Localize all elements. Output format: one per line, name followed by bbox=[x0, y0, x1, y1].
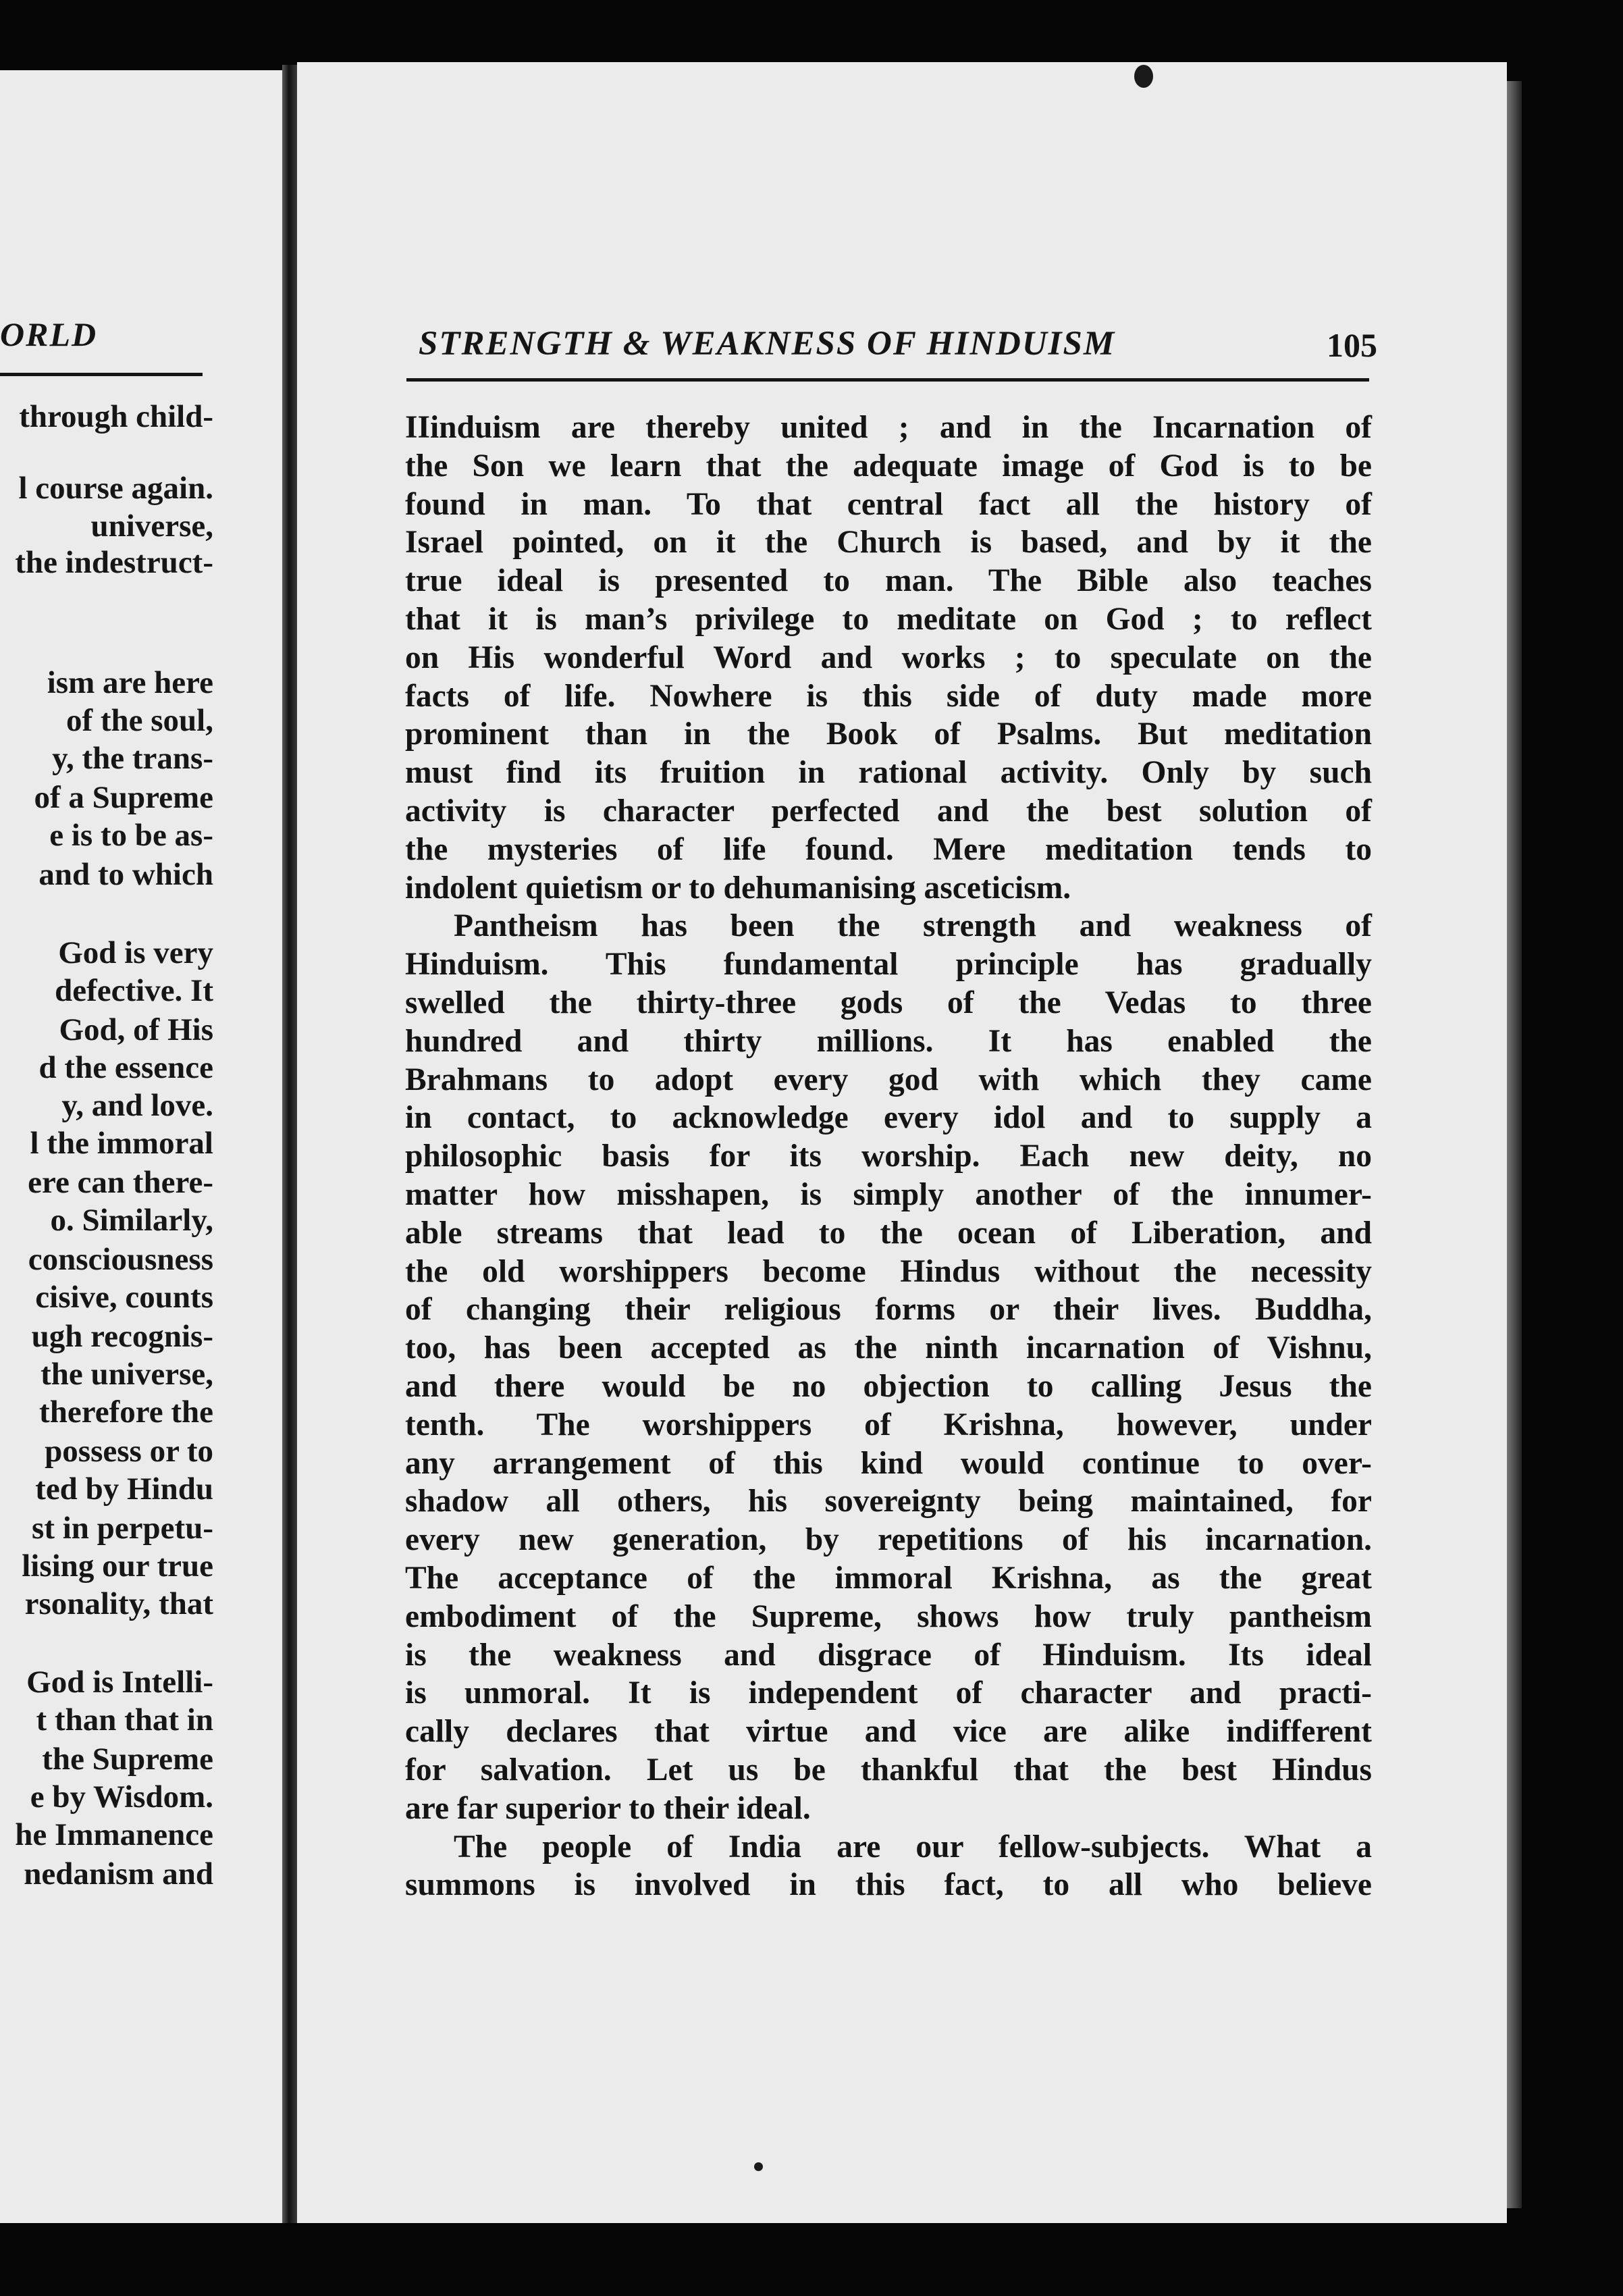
text-line: The people of India are our fellow-subjects. What a bbox=[454, 1829, 1372, 1864]
left-text-line: y, the trans- bbox=[52, 741, 213, 776]
ink-spot bbox=[1134, 65, 1153, 88]
left-text-line: universe, bbox=[90, 508, 213, 544]
text-line: swelled the thirty-three gods of the Vedas to three bbox=[405, 985, 1372, 1020]
text-line: tenth. The worshippers of Krishna, however, under bbox=[405, 1407, 1372, 1442]
text-line: that it is man’s privilege to meditate on God ; to reflect bbox=[405, 602, 1372, 637]
left-text-line: consciousness bbox=[28, 1242, 213, 1277]
left-text-line: o. Similarly, bbox=[50, 1203, 213, 1238]
left-text-line: of a Supreme bbox=[34, 780, 213, 815]
left-text-line: through child- bbox=[19, 399, 213, 434]
left-text-line: defective. It bbox=[55, 973, 213, 1008]
text-line: true ideal is presented to man. The Bible also teaches bbox=[405, 563, 1372, 598]
left-text-line: of the soul, bbox=[65, 703, 213, 738]
text-line: The acceptance of the immoral Krishna, as the great bbox=[405, 1561, 1372, 1596]
text-line: on His wonderful Word and works ; to speculate on the bbox=[405, 640, 1372, 675]
text-line: Pantheism has been the strength and weakness of bbox=[454, 908, 1372, 943]
left-text-line: God is very bbox=[58, 935, 213, 970]
book-gutter bbox=[282, 65, 297, 2223]
text-line: matter how misshapen, is simply another of the innumer- bbox=[405, 1177, 1372, 1212]
text-line: are far superior to their ideal. bbox=[405, 1791, 811, 1826]
left-text-line: rsonality, that bbox=[24, 1586, 213, 1621]
text-line: hundred and thirty millions. It has enabled the bbox=[405, 1024, 1372, 1059]
text-line: philosophic basis for its worship. Each new deity, no bbox=[405, 1139, 1372, 1174]
left-text-line: God, of His bbox=[59, 1012, 213, 1047]
text-line: any arrangement of this kind would continue to over- bbox=[405, 1446, 1372, 1481]
text-line: every new generation, by repetitions of his incarnation. bbox=[405, 1522, 1372, 1557]
text-line: of changing their religious forms or their lives. Buddha, bbox=[405, 1292, 1372, 1327]
page-number: 105 bbox=[1327, 326, 1377, 364]
left-text-line: y, and love. bbox=[61, 1088, 213, 1123]
right-page bbox=[297, 62, 1507, 2223]
left-text-line: ted by Hindu bbox=[35, 1471, 213, 1507]
text-line: for salvation. Let us be thankful that the best Hindus bbox=[405, 1752, 1372, 1788]
left-text-line: ism are here bbox=[47, 665, 213, 700]
left-text-line: t than that in bbox=[36, 1702, 213, 1738]
left-text-line: e is to be as- bbox=[49, 818, 213, 853]
left-text-line: the indestruct- bbox=[15, 545, 213, 580]
header-rule bbox=[406, 378, 1369, 382]
text-line: and there would be no objection to calling Jesus the bbox=[405, 1369, 1372, 1404]
left-page bbox=[0, 70, 282, 2223]
text-line: the old worshippers become Hindus without the necessity bbox=[405, 1254, 1372, 1289]
text-line: the Son we learn that the adequate image of God is to be bbox=[405, 448, 1372, 484]
left-running-head: ORLD bbox=[0, 315, 98, 353]
text-line: found in man. To that central fact all the history of bbox=[405, 487, 1372, 522]
left-text-line: possess or to bbox=[45, 1434, 213, 1469]
left-text-line: he Immanence bbox=[15, 1817, 213, 1852]
text-line: embodiment of the Supreme, shows how truly pantheism bbox=[405, 1599, 1372, 1634]
left-text-line: the Supreme bbox=[42, 1742, 213, 1777]
ink-spot bbox=[754, 2162, 763, 2171]
left-text-line: st in perpetu- bbox=[32, 1511, 213, 1546]
text-line: Hinduism. This fundamental principle has gradually bbox=[405, 947, 1372, 982]
text-line: activity is character perfected and the best solution of bbox=[405, 793, 1372, 829]
text-line: indolent quietism or to dehumanising asceticism. bbox=[405, 870, 1071, 906]
left-text-line: and to which bbox=[38, 857, 213, 892]
left-text-line: e by Wisdom. bbox=[30, 1779, 213, 1815]
text-line: too, has been accepted as the ninth incarnation of Vishnu, bbox=[405, 1330, 1372, 1365]
left-text-line: l course again. bbox=[18, 471, 213, 506]
text-line: Brahmans to adopt every god with which they came bbox=[405, 1062, 1372, 1097]
text-line: in contact, to acknowledge every idol and to supply a bbox=[405, 1100, 1372, 1135]
left-text-line: l the immoral bbox=[30, 1126, 213, 1161]
left-text-line: God is Intelli- bbox=[26, 1665, 213, 1700]
running-head-title: STRENGTH & WEAKNESS OF HINDUISM bbox=[419, 325, 1116, 363]
left-text-line: nedanism and bbox=[24, 1856, 213, 1891]
text-line: IIinduism are thereby united ; and in the Incarnation of bbox=[405, 410, 1372, 445]
running-head bbox=[419, 324, 1377, 371]
left-text-line: therefore the bbox=[39, 1394, 213, 1430]
left-text-line: ere can there- bbox=[28, 1165, 213, 1200]
left-text-line: lising our true bbox=[22, 1548, 213, 1584]
text-line: the mysteries of life found. Mere meditation tends to bbox=[405, 832, 1372, 867]
left-text-line: cisive, counts bbox=[35, 1280, 213, 1315]
text-line: is the weakness and disgrace of Hinduism. Its ideal bbox=[405, 1638, 1372, 1673]
text-line: Israel pointed, on it the Church is based, and by it the bbox=[405, 525, 1372, 560]
left-text-line: ugh recognis- bbox=[31, 1319, 213, 1354]
text-line: is unmoral. It is independent of character and practi- bbox=[405, 1675, 1372, 1711]
text-line: facts of life. Nowhere is this side of duty made more bbox=[405, 679, 1372, 714]
text-line: must find its fruition in rational activity. Only by such bbox=[405, 755, 1372, 790]
left-text-line: d the essence bbox=[38, 1050, 213, 1085]
text-line: shadow all others, his sovereignty being maintained, for bbox=[405, 1484, 1372, 1519]
left-text-line: the universe, bbox=[41, 1357, 213, 1392]
text-line: summons is involved in this fact, to all who believe bbox=[405, 1867, 1372, 1902]
left-header-rule bbox=[0, 373, 203, 376]
page-edge bbox=[1507, 81, 1522, 2208]
text-line: able streams that lead to the ocean of Liberation, and bbox=[405, 1216, 1372, 1251]
text-line: prominent than in the Book of Psalms. But meditation bbox=[405, 716, 1372, 752]
text-line: cally declares that virtue and vice are alike indifferent bbox=[405, 1714, 1372, 1749]
